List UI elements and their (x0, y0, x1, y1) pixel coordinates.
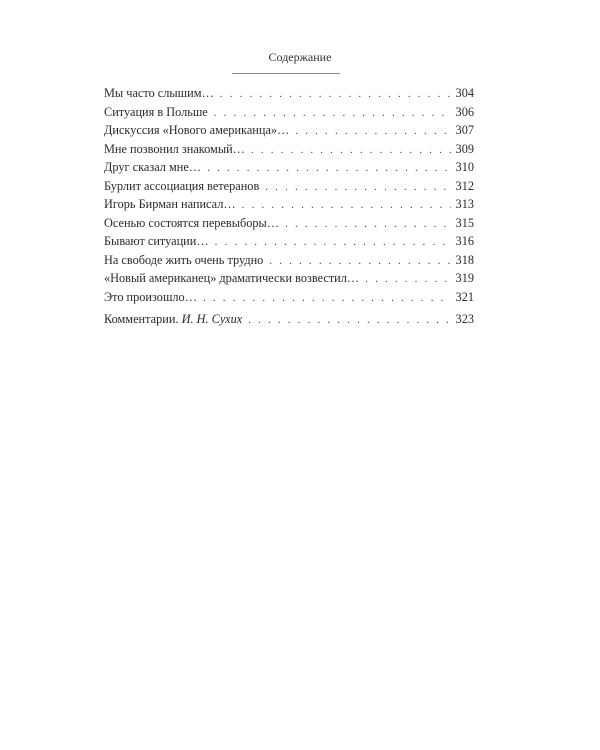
toc-entry[interactable] (104, 121, 474, 140)
toc-entry-title (104, 310, 242, 329)
dot-leader (365, 270, 451, 289)
toc-entry-title: Мне позвонил знакомый… (104, 141, 245, 156)
toc-entry[interactable] (104, 140, 474, 159)
commentary-author: И. Н. Сухих (181, 312, 243, 326)
dot-leader (285, 215, 451, 234)
dot-leader (295, 122, 451, 141)
dot-leader (214, 104, 451, 123)
toc-entry-page: 321 (455, 289, 474, 304)
toc-entry-page: 306 (455, 104, 474, 119)
toc-entry-page: 309 (455, 141, 474, 156)
toc-entry[interactable] (104, 214, 474, 233)
toc-entry[interactable] (104, 251, 474, 270)
dot-leader (248, 311, 451, 330)
toc-entry[interactable] (104, 158, 474, 177)
toc-entry-page: 316 (455, 234, 474, 248)
toc-entry-commentary[interactable] (104, 310, 474, 329)
toc-entry-page: 313 (455, 197, 474, 211)
dot-leader (269, 252, 451, 271)
title-divider (232, 73, 340, 74)
toc-entry-page: 319 (455, 271, 474, 285)
toc-entry-page: 312 (455, 178, 474, 193)
dot-leader (242, 196, 451, 215)
toc-entry[interactable] (104, 288, 474, 307)
toc-entry[interactable] (104, 232, 474, 251)
toc-entry[interactable] (104, 269, 474, 288)
dot-leader (265, 178, 451, 197)
toc-entry-title: Бурлит ассоциация ветеранов (104, 178, 260, 193)
toc-entry-title: На свободе жить очень трудно (104, 252, 264, 267)
toc-entry-page: 318 (455, 252, 474, 267)
toc-entry-page: 307 (455, 123, 474, 137)
dot-leader (251, 141, 451, 160)
toc-entry-title: «Новый американец» драматически возвестил… (104, 271, 360, 285)
dot-leader (207, 159, 451, 178)
toc-entry-title: Мы часто слышим… (104, 86, 214, 100)
toc-entry-page: 304 (455, 86, 474, 100)
toc-entry-title: Это произошло… (104, 289, 197, 304)
toc-entry-title: Друг сказал мне… (104, 160, 202, 174)
toc-entry-page: 315 (455, 215, 474, 230)
toc-entry-page: 310 (455, 160, 474, 174)
toc-entry[interactable] (104, 84, 474, 103)
toc-entry-title: Бывают ситуации… (104, 234, 209, 248)
toc-entry[interactable] (104, 103, 474, 122)
page-title: Содержание (268, 50, 332, 64)
toc-entry[interactable] (104, 177, 474, 196)
toc-entry-page: 323 (455, 312, 474, 326)
toc-entry-title: Ситуация в Польше (104, 104, 208, 119)
toc-entry-title: Осенью состоятся перевыборы… (104, 215, 280, 230)
dot-leader (215, 233, 451, 252)
toc-entry[interactable] (104, 195, 474, 214)
toc-entry-title: Дискуссия «Нового американца»… (104, 123, 290, 137)
dot-leader (220, 85, 451, 104)
dot-leader (203, 289, 451, 308)
toc-entry-title: Игорь Бирман написал… (104, 197, 236, 211)
commentary-label: Комментарии. (104, 312, 179, 326)
table-of-contents (104, 84, 474, 329)
